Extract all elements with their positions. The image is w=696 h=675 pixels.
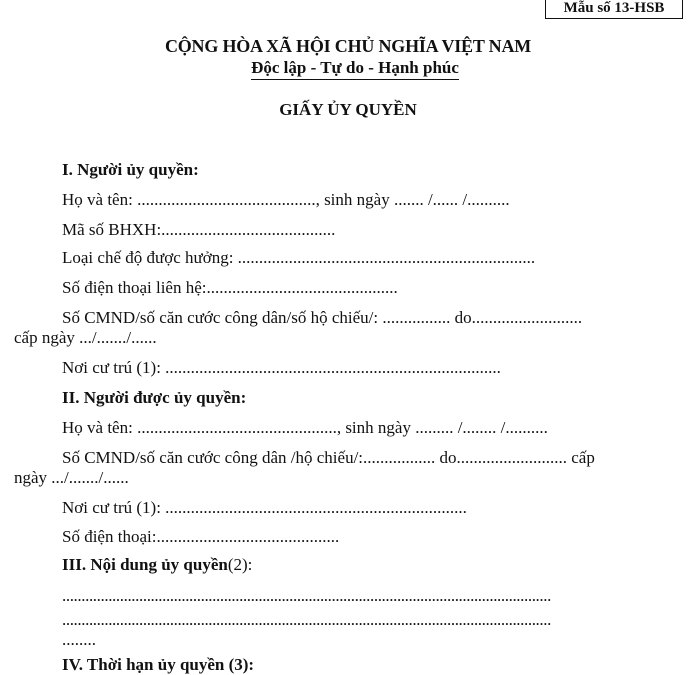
section2-heading: II. Người được ủy quyền: — [62, 388, 247, 407]
section1-bhxh-field[interactable]: Mã số BHXH:......................................... — [62, 220, 336, 239]
section1-heading: I. Người ủy quyền: — [62, 160, 199, 179]
motto: Độc lập - Tự do - Hạnh phúc — [251, 58, 459, 80]
section3-content-line-2[interactable]: ............................................................................................................................... — [62, 610, 551, 629]
section1-residence-field[interactable]: Nơi cư trú (1): ............................................................................... — [62, 358, 501, 377]
section3-heading-text: III. Nội dung ủy quyền — [62, 555, 228, 574]
section1-id-date-field[interactable]: cấp ngày .../......./...... — [14, 328, 157, 347]
section2-phone-field[interactable]: Số điện thoại:........................................... — [62, 527, 340, 546]
document-title: GIẤY ỦY QUYỀN — [279, 100, 417, 119]
section1-name-field[interactable]: Họ và tên: .........................................., sinh ngày ....... /...... /.......... — [62, 190, 510, 209]
section1-phone-field[interactable]: Số điện thoại liên hệ:............................................. — [62, 278, 398, 297]
nation-header: CỘNG HÒA XÃ HỘI CHỦ NGHĨA VIỆT NAM — [164, 36, 532, 56]
section2-residence-field[interactable]: Nơi cư trú (1): ....................................................................... — [62, 498, 467, 517]
section2-name-field[interactable]: Họ và tên: ..............................................., sinh ngày ......... /........ /.......... — [62, 418, 548, 437]
section4-heading: IV. Thời hạn ủy quyền (3): — [62, 655, 255, 674]
section1-benefit-field[interactable]: Loại chế độ được hưởng: ...................................................................... — [62, 248, 536, 267]
motto-wrapper — [0, 58, 696, 80]
section2-id-field[interactable]: Số CMND/số căn cước công dân /hộ chiếu/:................. do.......................... cấp — [62, 448, 595, 467]
section3-content-line-1[interactable]: ............................................................................................................................... — [62, 586, 551, 605]
section2-id-date-field[interactable]: ngày .../......./...... — [14, 468, 129, 487]
section3-heading — [62, 555, 252, 575]
section3-heading-note: (2): — [227, 555, 253, 574]
form-code-box: Mẫu số 13-HSB — [545, 0, 683, 19]
section3-content-line-3[interactable]: ........ — [62, 630, 96, 649]
section1-id-field[interactable]: Số CMND/số căn cước công dân/số hộ chiếu/: ................ do.......................... — [62, 308, 583, 327]
